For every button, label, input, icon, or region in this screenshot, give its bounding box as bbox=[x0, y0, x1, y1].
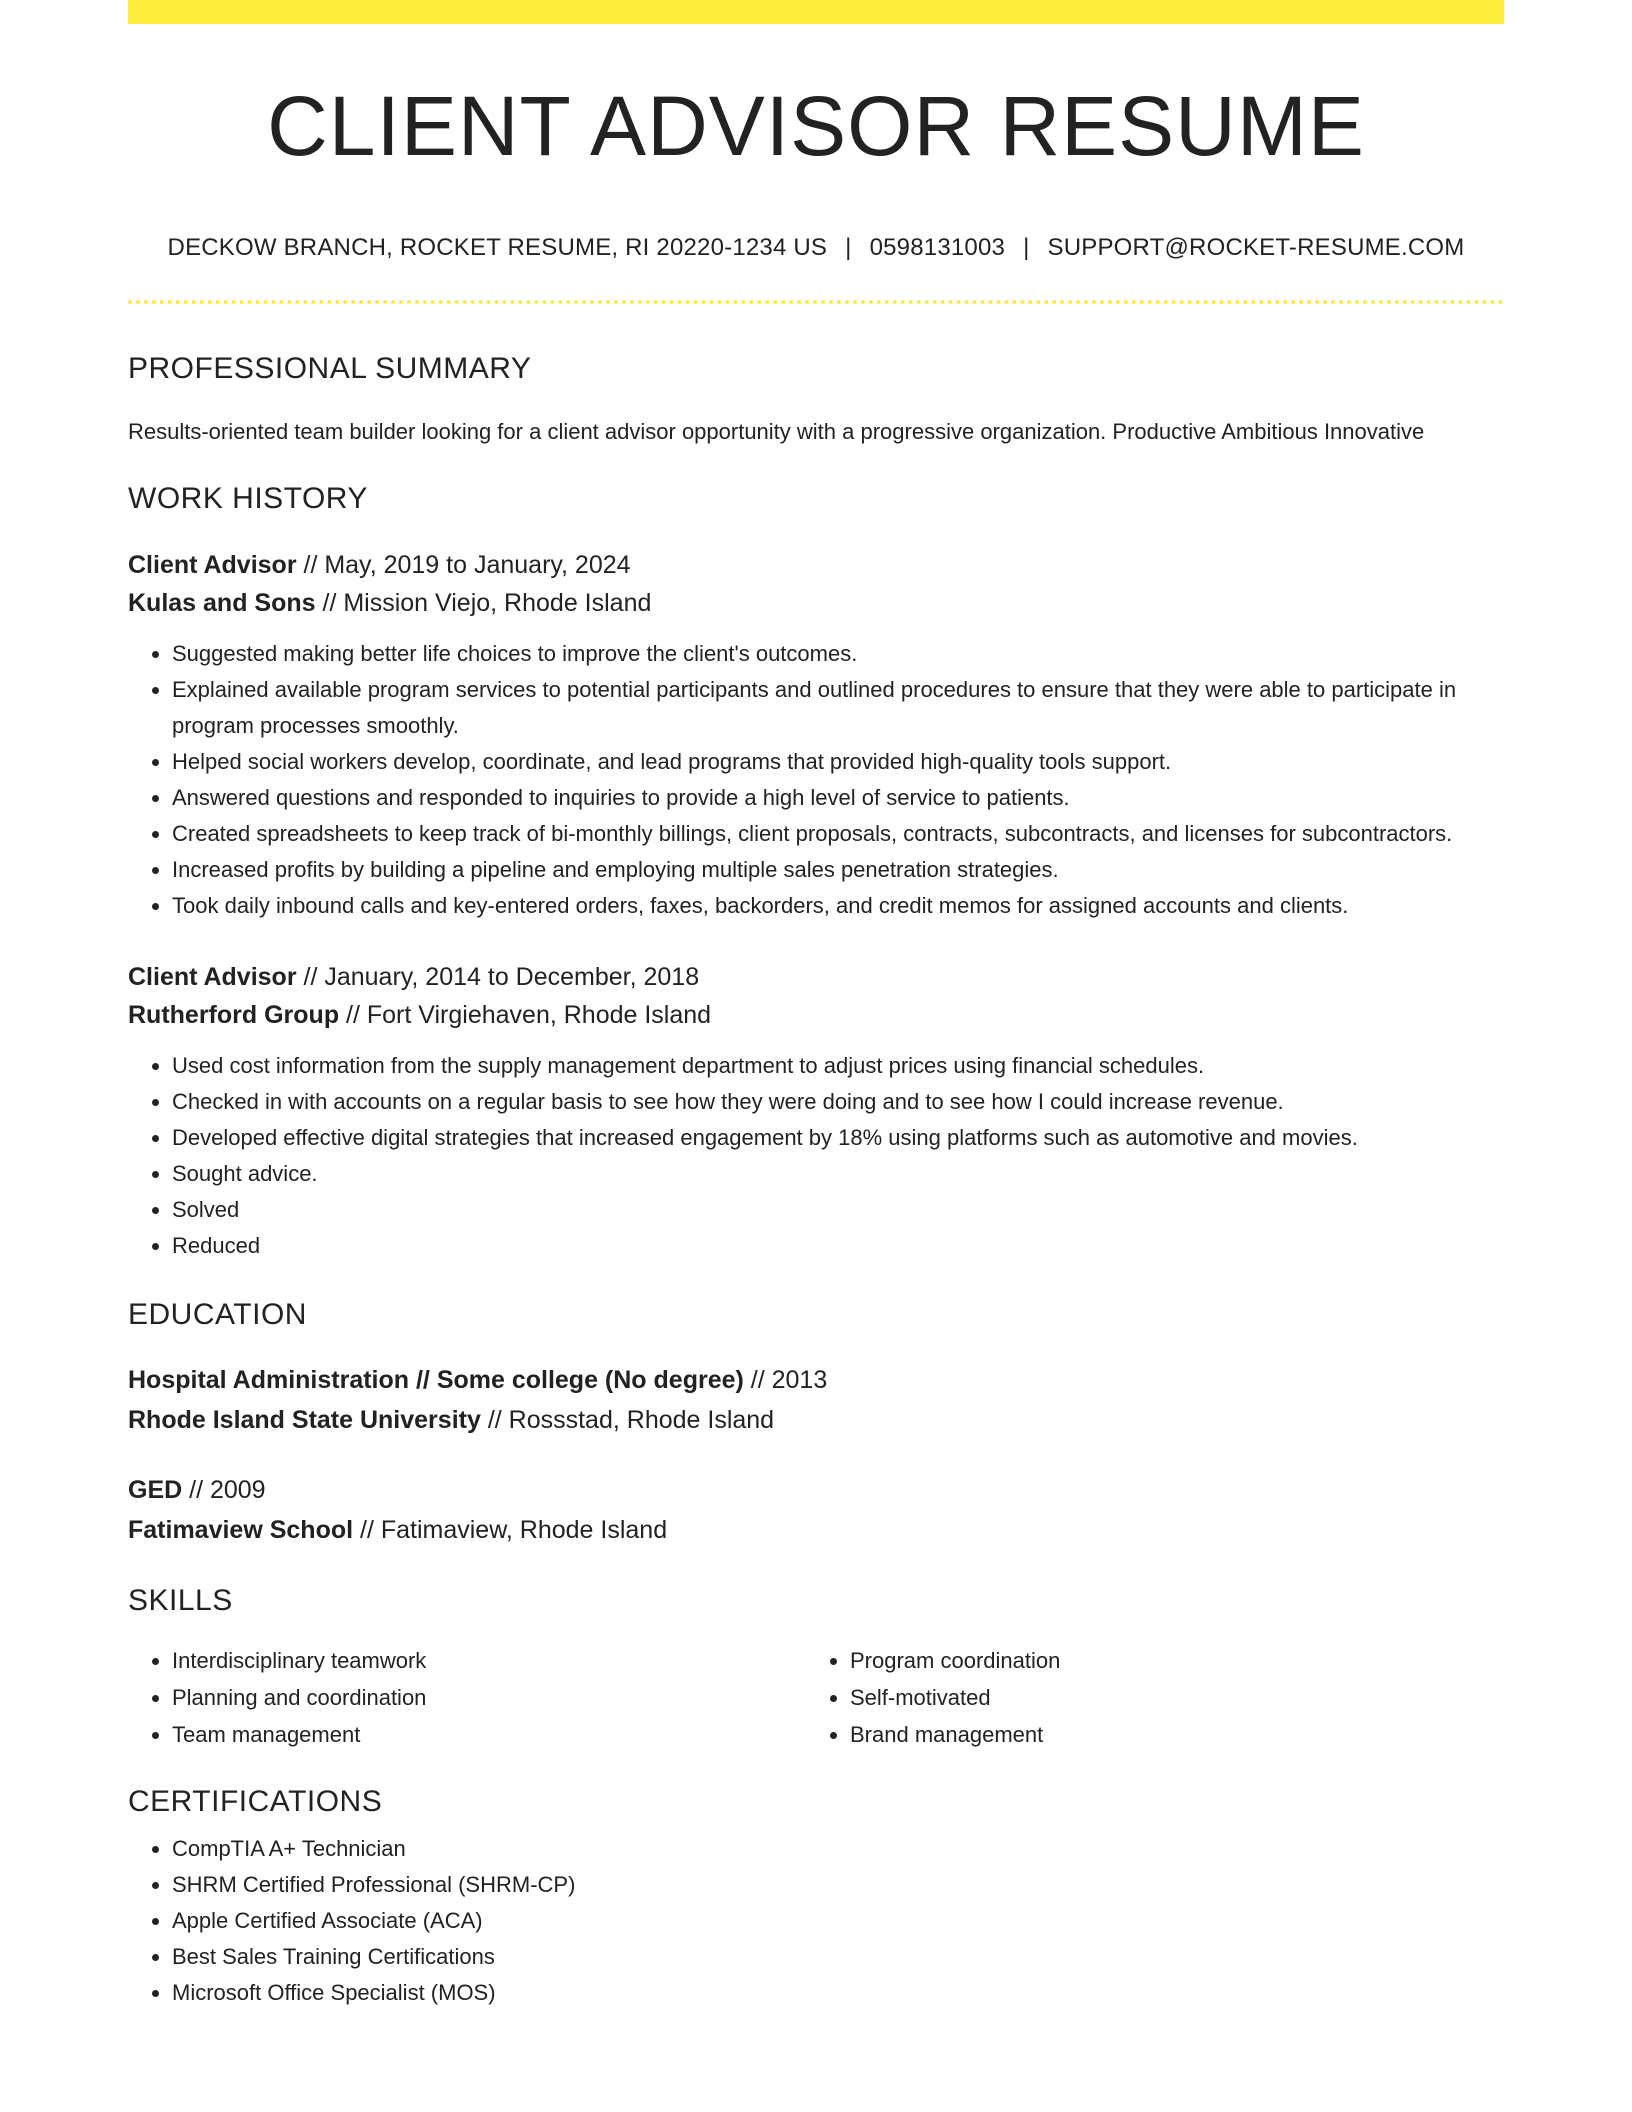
education-school: Rhode Island State University bbox=[128, 1406, 481, 1434]
education-school-line bbox=[128, 1400, 1504, 1440]
summary-heading: PROFESSIONAL SUMMARY bbox=[128, 352, 532, 385]
job-bullet-list bbox=[128, 636, 1504, 924]
certification-item: • Microsoft Office Specialist (MOS) bbox=[172, 1975, 1504, 2011]
contact-phone: 0598131003 bbox=[869, 234, 1006, 261]
job-entry bbox=[128, 546, 1504, 924]
contact-separator: | bbox=[1023, 234, 1030, 261]
job-role: Client Advisor bbox=[128, 551, 297, 579]
job-bullet: • Suggested making better life choices to improve the client's outcomes. bbox=[172, 636, 1504, 672]
contact-email: SUPPORT@ROCKET-RESUME.COM bbox=[1047, 234, 1465, 261]
certification-item: • CompTIA A+ Technician bbox=[172, 1831, 1504, 1867]
education-school: Fatimaview School bbox=[128, 1516, 354, 1544]
resume-title: CLIENT ADVISOR RESUME bbox=[267, 79, 1365, 173]
job-company: Rutherford Group bbox=[128, 1001, 340, 1029]
education-degree: Hospital Administration // Some college (No degree) bbox=[128, 1366, 744, 1394]
resume-page bbox=[128, 0, 1504, 2011]
education-degree: GED bbox=[128, 1476, 183, 1504]
skill-item: • Interdisciplinary teamwork bbox=[172, 1642, 806, 1679]
job-bullet: • Helped social workers develop, coordinate, and lead programs that provided high-quality tools support. bbox=[172, 744, 1504, 780]
job-bullet: • Increased profits by building a pipeline and employing multiple sales penetration strategies. bbox=[172, 852, 1504, 888]
certification-item: • SHRM Certified Professional (SHRM-CP) bbox=[172, 1867, 1504, 1903]
job-company-line bbox=[128, 584, 1504, 622]
job-bullet: • Explained available program services to potential participants and outlined procedures to ensure that they were able to participate in program processes smoothly. bbox=[172, 672, 1504, 744]
skill-item: • Brand management bbox=[850, 1716, 1484, 1753]
job-dates: // May, 2019 to January, 2024 bbox=[296, 551, 631, 579]
education-degree-line bbox=[128, 1360, 1504, 1400]
job-bullet: • Checked in with accounts on a regular basis to see how they were doing and to see how I could increase revenue. bbox=[172, 1084, 1504, 1120]
accent-top-bar bbox=[128, 0, 1504, 24]
education-year: // 2009 bbox=[182, 1476, 266, 1504]
skills-list-left bbox=[128, 1642, 806, 1753]
job-bullet: • Took daily inbound calls and key-entered orders, faxes, backorders, and credit memos for assigned accounts and clients. bbox=[172, 888, 1504, 924]
job-bullet: • Solved bbox=[172, 1192, 1504, 1228]
education-heading: EDUCATION bbox=[128, 1298, 307, 1331]
job-bullet: • Reduced bbox=[172, 1228, 1504, 1264]
skill-item: • Planning and coordination bbox=[172, 1679, 806, 1716]
job-bullet: • Answered questions and responded to inquiries to provide a high level of service to patients. bbox=[172, 780, 1504, 816]
job-role: Client Advisor bbox=[128, 963, 297, 991]
contact-separator: | bbox=[845, 234, 852, 261]
job-bullet: • Created spreadsheets to keep track of bi-monthly billings, client proposals, contracts, subcontracts, and licenses for subcontractors. bbox=[172, 816, 1504, 852]
certifications-list bbox=[128, 1831, 1504, 2011]
contact-address: DECKOW BRANCH, ROCKET RESUME, RI 20220-1234 US bbox=[167, 234, 828, 261]
education-location: // Fatimaview, Rhode Island bbox=[353, 1516, 668, 1544]
job-role-line bbox=[128, 958, 1504, 996]
job-location: // Fort Virgiehaven, Rhode Island bbox=[339, 1001, 712, 1029]
summary-text: Results-oriented team builder looking for a client advisor opportunity with a progressive organization. Productive Ambitious Innovative bbox=[128, 419, 1425, 444]
job-bullet: • Sought advice. bbox=[172, 1156, 1504, 1192]
certifications-heading: CERTIFICATIONS bbox=[128, 1785, 383, 1818]
work-history-heading: WORK HISTORY bbox=[128, 482, 368, 515]
skills-list-right bbox=[806, 1642, 1484, 1753]
contact-line bbox=[128, 234, 1504, 262]
education-degree-line bbox=[128, 1470, 1504, 1510]
job-bullet: • Developed effective digital strategies that increased engagement by 18% using platforms such as automotive and movies. bbox=[172, 1120, 1504, 1156]
education-entry bbox=[128, 1360, 1504, 1440]
job-role-line bbox=[128, 546, 1504, 584]
education-location: // Rossstad, Rhode Island bbox=[480, 1406, 775, 1434]
skill-item: • Program coordination bbox=[850, 1642, 1484, 1679]
job-company-line bbox=[128, 996, 1504, 1034]
job-bullet: • Used cost information from the supply management department to adjust prices using financial schedules. bbox=[172, 1048, 1504, 1084]
job-bullet-list bbox=[128, 1048, 1504, 1264]
certification-item: • Best Sales Training Certifications bbox=[172, 1939, 1504, 1975]
job-entry bbox=[128, 958, 1504, 1264]
certification-item: • Apple Certified Associate (ACA) bbox=[172, 1903, 1504, 1939]
skills-columns bbox=[128, 1642, 1504, 1753]
dotted-divider bbox=[128, 300, 1504, 304]
skills-heading: SKILLS bbox=[128, 1584, 233, 1617]
skill-item: • Team management bbox=[172, 1716, 806, 1753]
job-location: // Mission Viejo, Rhode Island bbox=[315, 589, 652, 617]
job-company: Kulas and Sons bbox=[128, 589, 316, 617]
job-dates: // January, 2014 to December, 2018 bbox=[296, 963, 700, 991]
education-year: // 2013 bbox=[743, 1366, 828, 1394]
education-school-line bbox=[128, 1510, 1504, 1550]
skill-item: • Self-motivated bbox=[850, 1679, 1484, 1716]
education-entry bbox=[128, 1470, 1504, 1550]
